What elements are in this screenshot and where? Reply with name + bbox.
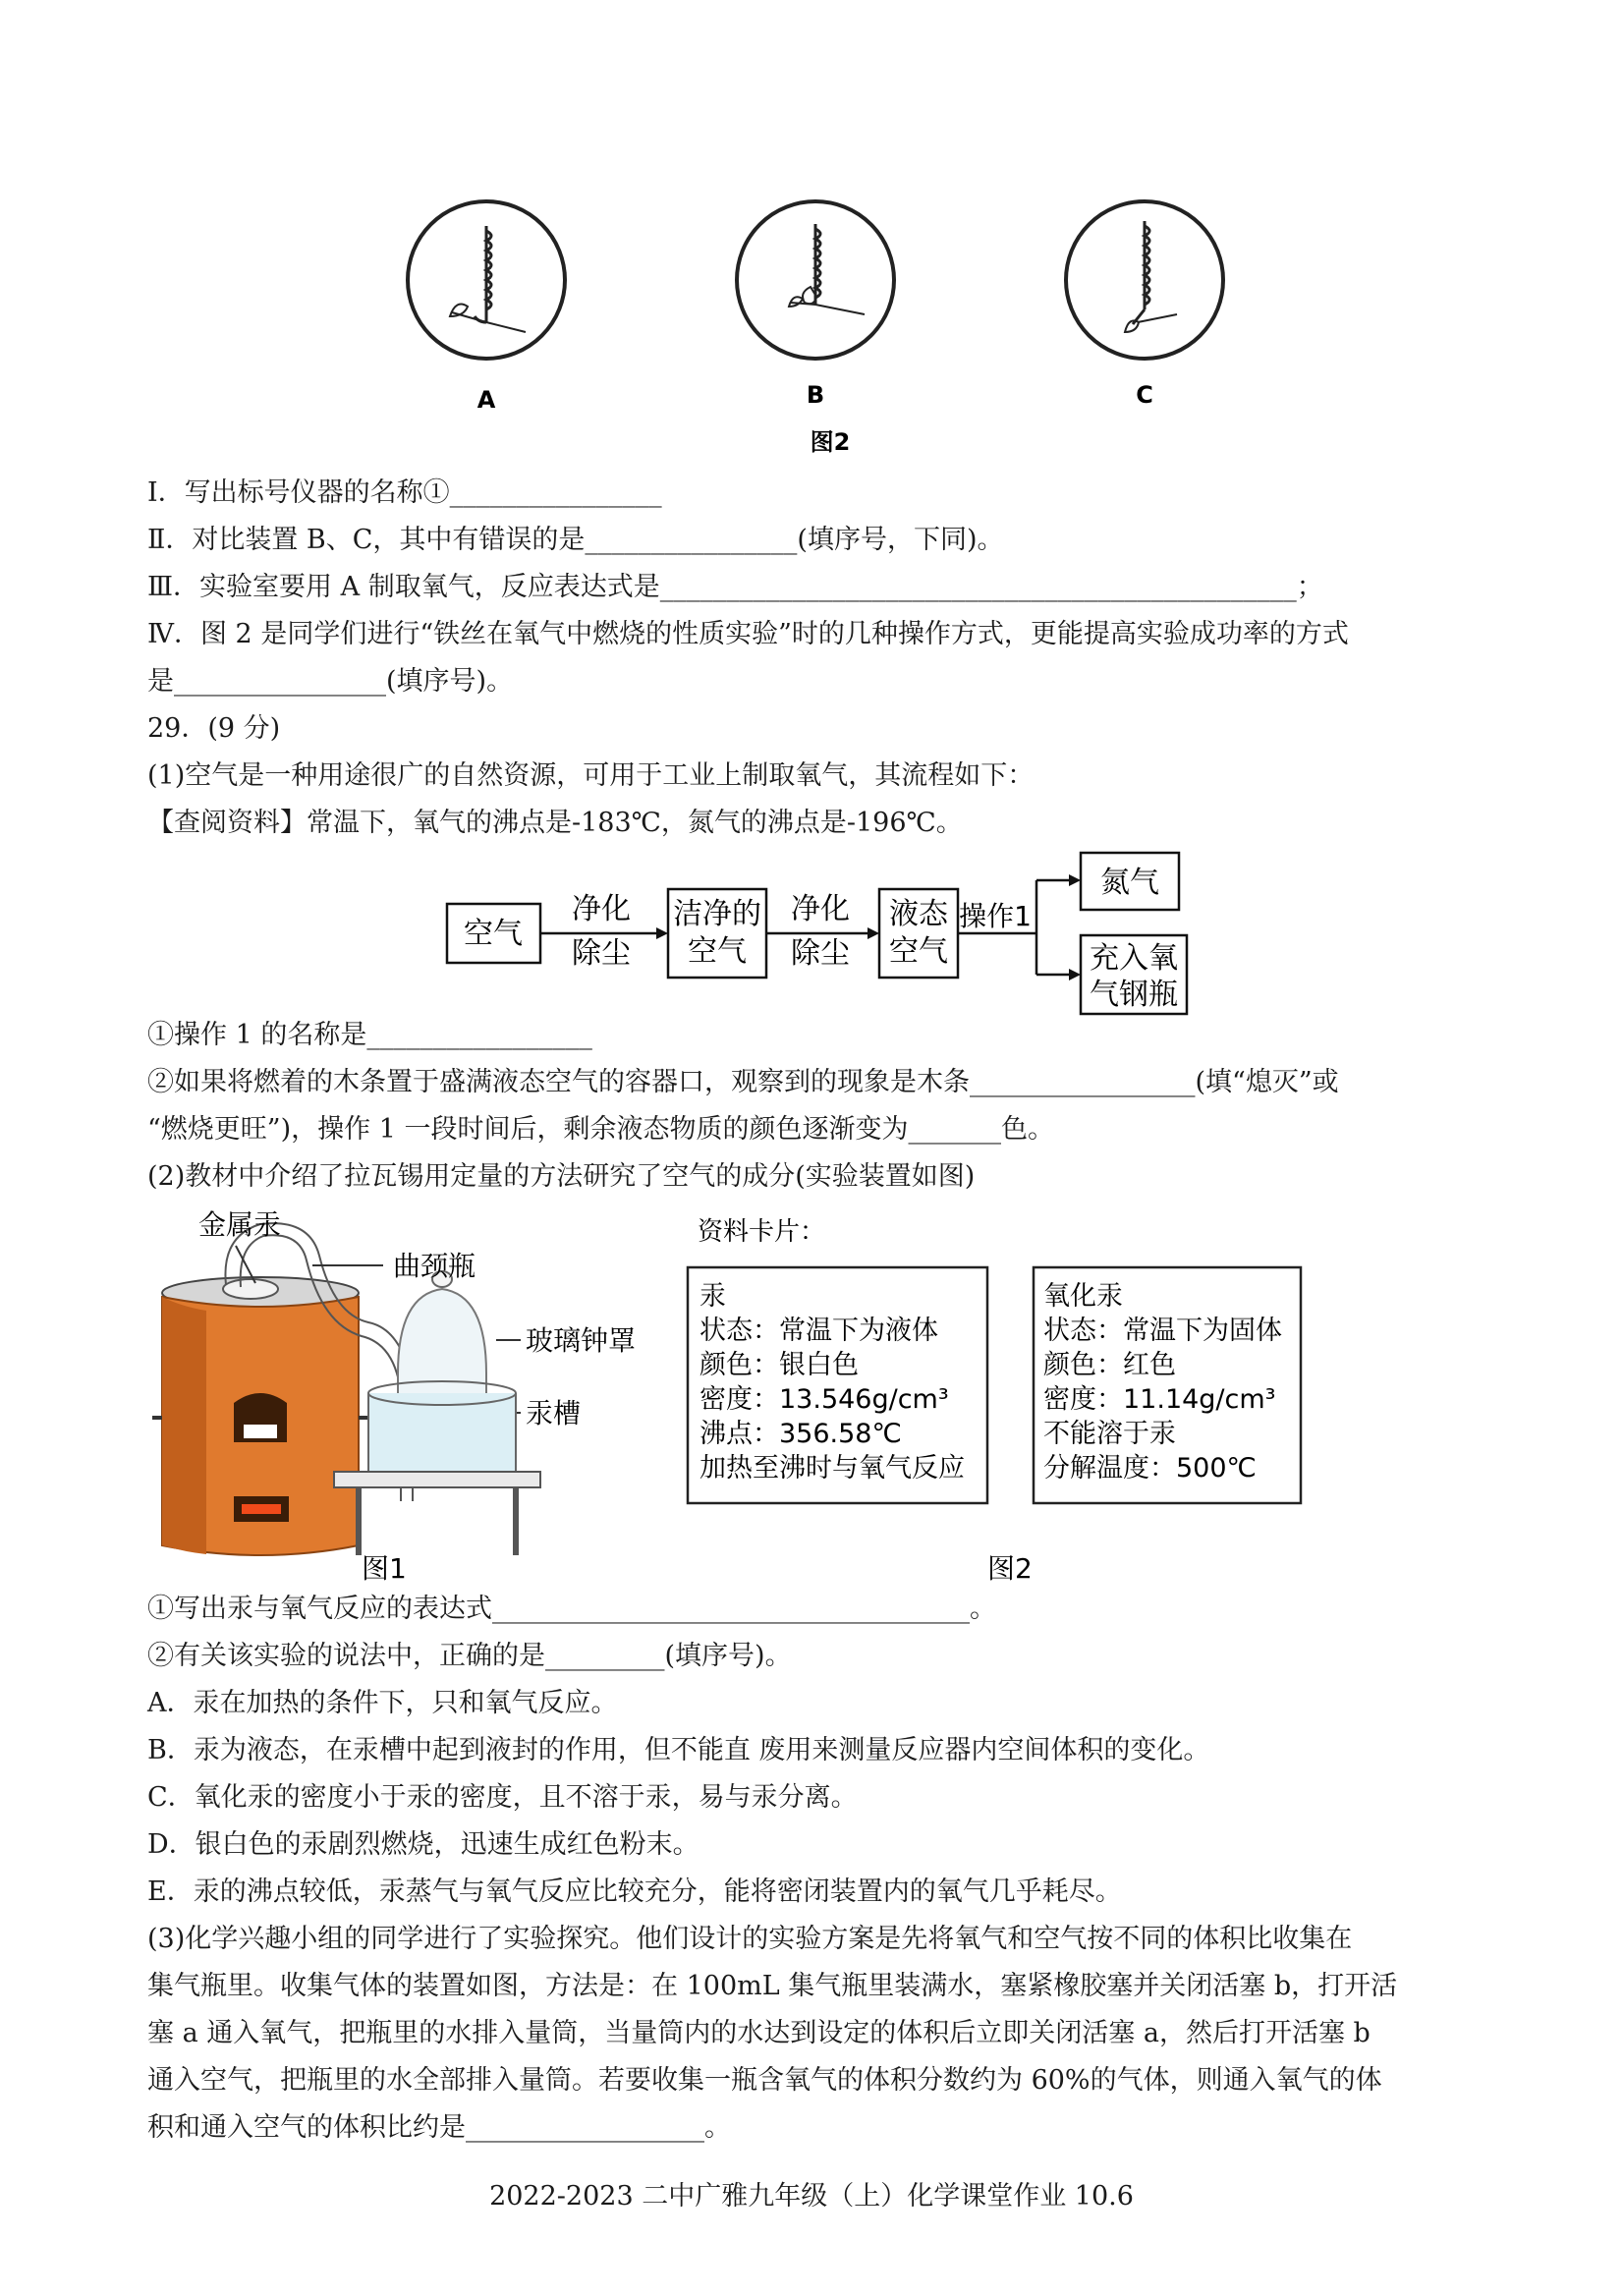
label-bell-jar: 玻璃钟罩: [526, 1324, 637, 1357]
q29-header: 29．(9 分): [147, 713, 281, 744]
q29-part3-line4: 通入空气，把瓶里的水全部排入量筒。若要收集一瓶含氧气的体积分数约为 60%的气体，则通入氧气的体: [147, 2065, 1382, 2096]
flow-box-liquid-top: 液态: [889, 897, 948, 931]
card2-line4: 密度：11.14g/cm³: [1043, 1384, 1276, 1415]
label-a: A: [476, 386, 496, 414]
q28-part-3: Ⅲ．实验室要用 A 制取氧气，反应表达式是________________________________________________；: [147, 572, 1323, 602]
card-title: 资料卡片：: [698, 1217, 826, 1247]
caption-fig1: 图1: [362, 1552, 407, 1585]
q29-part1-data: 【查阅资料】常温下，氧气的沸点是-183℃，氮气的沸点是-196℃。: [147, 808, 963, 838]
card1-line1: 汞: [700, 1281, 726, 1312]
page-footer: 2022-2023 二中广雅九年级（上）化学课堂作业 10.6: [489, 2181, 1134, 2212]
flow-op1: 操作1: [959, 900, 1032, 932]
q29-part2-q2: ②有关该实验的说法中，正确的是_________(填序号)。: [147, 1641, 792, 1671]
option-e: E．汞的沸点较低，汞蒸气与氧气反应比较充分，能将密闭装置内的氧气几乎耗尽。: [147, 1876, 1122, 1907]
flow-arrow2-bottom: 除尘: [791, 936, 850, 971]
circle-c: [1066, 201, 1223, 359]
flow-box-air: 空气: [464, 917, 523, 951]
card1-line4: 密度：13.546g/cm³: [700, 1384, 949, 1415]
card2-line1: 氧化汞: [1043, 1281, 1123, 1312]
oxygen-production-flowchart: [442, 845, 1208, 1022]
option-c: C．氧化汞的密度小于汞的密度，且不溶于汞，易与汞分离。: [147, 1782, 858, 1813]
label-retort: 曲颈瓶: [393, 1250, 476, 1282]
flow-box-clean-bottom: 空气: [688, 934, 747, 969]
flow-box-cyl-top: 充入氧: [1090, 941, 1178, 976]
card1-line2: 状态：常温下为液体: [700, 1316, 938, 1346]
flow-box-liquid-bottom: 空气: [889, 934, 948, 969]
flow-arrow1-top: 净化: [572, 892, 631, 926]
q28-part-4-line1: Ⅳ．图 2 是同学们进行“铁丝在氧气中燃烧的性质实验”时的几种操作方式，更能提高实验成功率的方式: [147, 619, 1349, 649]
wire-burning-figure: [393, 196, 1238, 472]
card1-line6: 加热至沸时与氧气反应: [700, 1453, 965, 1484]
label-mercury: 金属汞: [198, 1208, 282, 1241]
card2-line6: 分解温度：500℃: [1043, 1453, 1257, 1484]
q29-part3-line5: 积和通入空气的体积比约是__________________。: [147, 2112, 731, 2143]
lavoisier-apparatus-figure: [147, 1206, 1326, 1590]
figure-caption: 图2: [810, 428, 851, 456]
card1-line3: 颜色：银白色: [700, 1350, 859, 1380]
bell-jar-and-trough: [334, 1271, 540, 1555]
q29-part1-q1: ①操作 1 的名称是_________________: [147, 1020, 592, 1050]
q28-part-4-line2: 是________________(填序号)。: [147, 666, 514, 697]
q29-part1-q2-line1: ②如果将燃着的木条置于盛满液态空气的容器口，观察到的现象是木条_________________(填“熄灭”或: [147, 1067, 1339, 1097]
q29-part2-intro: (2)教材中介绍了拉瓦锡用定量的方法研究了空气的成分(实验装置如图): [147, 1161, 976, 1192]
q29-part1-intro: (1)空气是一种用途很广的自然资源，可用于工业上制取氧气，其流程如下：: [147, 760, 1035, 791]
flow-arrow1-bottom: 除尘: [572, 936, 631, 971]
q28-part-1: Ⅰ．写出标号仪器的名称①________________: [147, 477, 662, 508]
option-a: A．汞在加热的条件下，只和氧气反应。: [147, 1688, 618, 1718]
caption-fig2: 图2: [987, 1552, 1033, 1585]
q29-part3-line3: 塞 a 通入氧气，把瓶里的水排入量筒，当量筒内的水达到设定的体积后立即关闭活塞 a，然后打开活塞 b: [147, 2018, 1371, 2048]
label-c: C: [1136, 381, 1153, 409]
card2-line2: 状态：常温下为固体: [1043, 1316, 1282, 1346]
q29-part3-line1: (3)化学兴趣小组的同学进行了实验探究。他们设计的实验方案是先将氧气和空气按不同的体积比收集在: [147, 1924, 1353, 1954]
label-b: B: [806, 381, 825, 409]
card2-line3: 颜色：红色: [1043, 1350, 1176, 1380]
q29-part1-q2-line2: “燃烧更旺”)，操作 1 一段时间后，剩余液态物质的颜色逐渐变为_______色。: [147, 1114, 1054, 1145]
flow-box-cyl-bottom: 气钢瓶: [1090, 978, 1178, 1012]
flow-box-clean-top: 洁净的: [673, 897, 761, 931]
q29-part3-line2: 集气瓶里。收集气体的装置如图，方法是：在 100mL 集气瓶里装满水，塞紧橡胶塞并关闭活塞 b，打开活: [147, 1971, 1398, 2001]
q29-part2-q1: ①写出汞与氧气反应的表达式____________________________________。: [147, 1594, 996, 1624]
label-trough: 汞槽: [526, 1397, 582, 1429]
flow-arrow2-top: 净化: [791, 892, 850, 926]
circle-a: [408, 201, 565, 359]
option-b: B．汞为液态，在汞槽中起到液封的作用，但不能直 废用来测量反应器内空间体积的变化。: [147, 1735, 1210, 1765]
card1-line5: 沸点：356.58℃: [700, 1419, 902, 1449]
furnace: [152, 1277, 368, 1555]
q28-part-2: Ⅱ．对比装置 B、C，其中有错误的是________________(填序号，下同)。: [147, 525, 1004, 555]
card2-line5: 不能溶于汞: [1043, 1419, 1176, 1449]
circle-b: [737, 201, 894, 359]
option-d: D．银白色的汞剧烈燃烧，迅速生成红色粉末。: [147, 1829, 700, 1860]
flow-box-n2: 氮气: [1100, 866, 1159, 900]
